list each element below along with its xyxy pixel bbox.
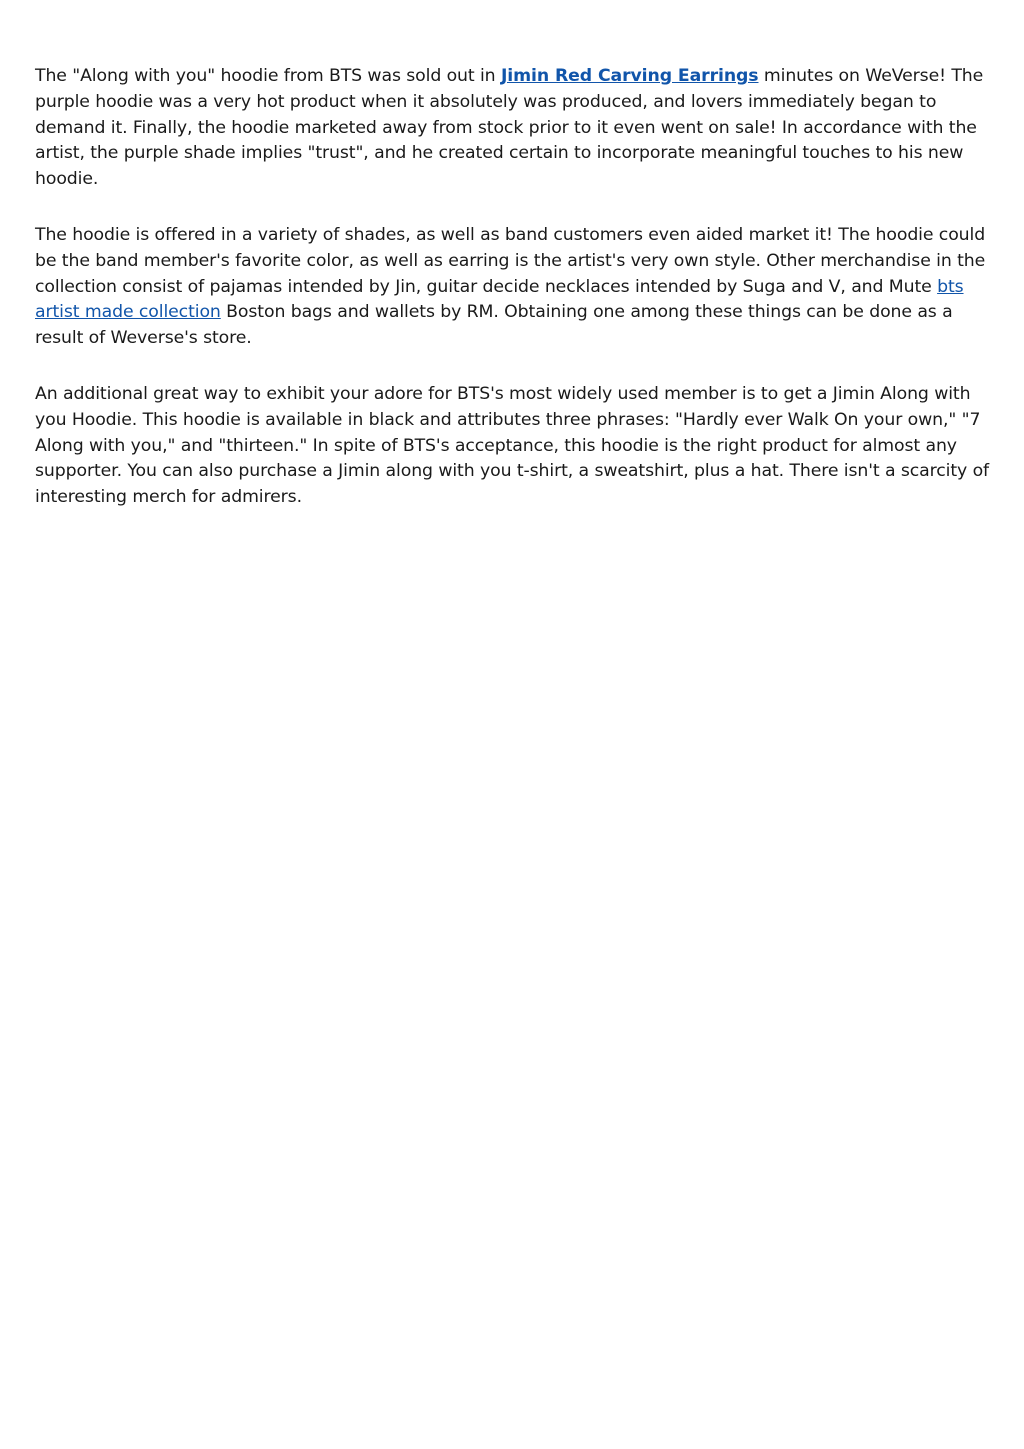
paragraph-1 xyxy=(35,64,990,193)
paragraph-3-text: An additional great way to exhibit your adore for BTS's most widely used member is to get a Jimin Along with you Hoodie. This hoodie is available in black and attributes three phrases: "Hardly ever Walk On your own," "7 Along with you," and "thirteen." In spite of BTS's acceptance, this hoodie is the right product for almost any supporter. You can also purchase a Jimin along with you t-shirt, a sweatshirt, plus a hat. There isn't a scarcity of interesting merch for admirers. xyxy=(35,383,990,508)
paragraph-3 xyxy=(35,382,990,511)
paragraph-1-text-after: minutes on WeVerse! The purple hoodie was a very hot product when it absolutely was produced, and lovers immediately began to demand it. Finally, the hoodie marketed away from stock prior to it even went on sale! In accordance with the artist, the purple shade implies "trust", and he created certain to incorporate meaningful touches to his new hoodie. xyxy=(35,66,984,190)
document-body xyxy=(35,64,990,541)
paragraph-1-text-before: The "Along with you" hoodie from BTS was sold out in xyxy=(35,66,501,86)
bts-artist-made-collection-link[interactable]: bts artist made collection xyxy=(35,276,964,323)
paragraph-2 xyxy=(35,223,990,352)
paragraph-2-text-before: The hoodie is offered in a variety of shades, as well as band customers even aided market it! The hoodie could be the band member's favorite color, as well as earring is the artist's very own style. Other merchandise in the collection consist of pajamas intended by Jin, guitar decide necklaces intended by Suga and V, and Mute xyxy=(35,224,986,297)
jimin-red-carving-earrings-link[interactable]: Jimin Red Carving Earrings xyxy=(500,66,759,86)
paragraph-2-text-after: Boston bags and wallets by RM. Obtaining one among these things can be done as a result of Weverse's store. xyxy=(35,302,953,349)
